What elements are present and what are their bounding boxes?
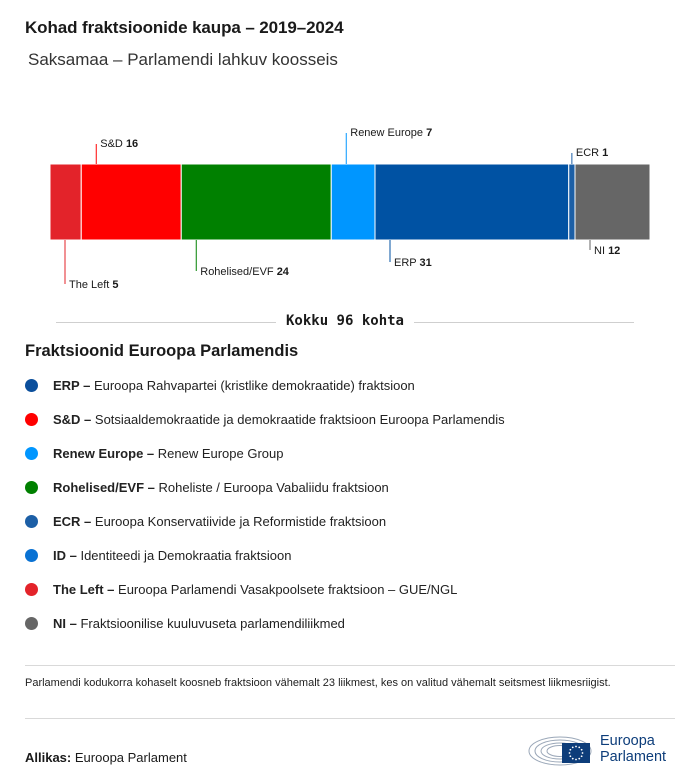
legend-abbr: NI – <box>53 615 77 631</box>
legend-dot-icon <box>25 583 38 596</box>
segment-label-the-left <box>69 279 119 291</box>
total-seats-row <box>56 313 634 333</box>
legend-item <box>25 368 505 402</box>
flag-star-icon <box>575 759 577 761</box>
legend-list <box>25 368 505 640</box>
stacked-seat-bar-chart <box>0 120 700 310</box>
legend-abbr: The Left – <box>53 581 115 597</box>
bar-segment-renew-europe <box>331 164 375 240</box>
legend-dot-icon <box>25 379 38 392</box>
legend-abbr: ECR – <box>53 513 92 529</box>
legend-item <box>25 470 505 504</box>
segment-value-s-d: 16 <box>125 138 139 150</box>
segment-label-erp <box>394 257 432 269</box>
flag-star-icon <box>575 746 577 748</box>
legend-dot-icon <box>25 413 38 426</box>
legend-title: Fraktsioonid Euroopa Parlamendis <box>25 342 299 360</box>
legend-item <box>25 504 505 538</box>
legend-abbr: Rohelised/EVF – <box>53 479 155 495</box>
flag-star-icon <box>582 752 584 754</box>
legend-description: Fraktsioonilise kuuluvuseta parlamendiliikmed <box>76 615 345 631</box>
segment-name-ni: NI <box>594 245 609 257</box>
segment-name-the-left: The Left <box>69 279 113 291</box>
bar-segment-ecr <box>569 164 575 240</box>
legend-dot-icon <box>25 447 38 460</box>
legend-item <box>25 572 505 606</box>
footnote-divider-top <box>25 665 675 666</box>
segment-name-s-d: S&D <box>100 138 126 150</box>
bar-segment-rohelised-evf <box>181 164 331 240</box>
segment-label-s-d <box>100 138 138 150</box>
segment-value-renew-europe: 7 <box>426 127 433 139</box>
legend-description: Renew Europe Group <box>154 445 284 461</box>
segment-value-erp: 31 <box>419 257 432 269</box>
segment-name-ecr: ECR <box>575 147 603 159</box>
segment-value-rohelised-evf: 24 <box>276 266 289 278</box>
segment-label-renew-europe <box>350 127 432 139</box>
flag-star-icon <box>578 758 580 760</box>
flag-star-icon <box>569 749 571 751</box>
source-value: Euroopa Parlament <box>74 750 187 765</box>
total-seats-label: Kokku 96 kohta <box>56 313 634 329</box>
legend-dot-icon <box>25 515 38 528</box>
legend-item <box>25 606 505 640</box>
segment-name-rohelised-evf: Rohelised/EVF <box>200 266 277 278</box>
legend-item <box>25 402 505 436</box>
segment-value-the-left: 5 <box>112 279 119 291</box>
segment-label-ni <box>594 245 620 257</box>
chart-title: Kohad fraktsioonide kaupa – 2019–2024 <box>25 18 344 37</box>
legend-description: Identiteedi ja Demokraatia fraktsioon <box>76 547 292 563</box>
parliament-hemicycle-icon <box>528 729 598 769</box>
legend-description: Sotsiaaldemokraatide ja demokraatide fraktsioon Euroopa Parlamendis <box>91 411 505 427</box>
logo-wordmark <box>600 733 666 765</box>
legend-abbr: S&D – <box>53 411 92 427</box>
legend-dot-icon <box>25 481 38 494</box>
legend-description: Euroopa Parlamendi Vasakpoolsete fraktsioon – GUE/NGL <box>114 581 458 597</box>
bar-segment-erp <box>375 164 569 240</box>
legend-abbr: ERP – <box>53 377 91 393</box>
logo-line-1: Euroopa <box>600 733 655 749</box>
bar-segment-the-left <box>50 164 81 240</box>
flag-star-icon <box>572 758 574 760</box>
segment-value-ni: 12 <box>608 245 621 257</box>
legend-abbr: Renew Europe – <box>53 445 155 461</box>
logo-line-2: Parlament <box>600 749 667 765</box>
segment-label-ecr <box>576 147 608 159</box>
segment-name-renew-europe: Renew Europe <box>350 127 427 139</box>
european-parliament-logo <box>528 729 678 769</box>
footnote-divider-bottom <box>25 718 675 719</box>
flag-star-icon <box>581 755 583 757</box>
flag-star-icon <box>578 746 580 748</box>
legend-item <box>25 436 505 470</box>
legend-item <box>25 538 505 572</box>
segment-name-erp: ERP <box>394 257 420 269</box>
flag-star-icon <box>581 749 583 751</box>
legend-description: Euroopa Konservatiivide ja Reformistide fraktsioon <box>91 513 387 529</box>
flag-star-icon <box>569 752 571 754</box>
segment-label-rohelised-evf <box>200 266 290 278</box>
source-credit <box>25 750 187 765</box>
segment-value-ecr: 1 <box>602 147 609 159</box>
legend-dot-icon <box>25 549 38 562</box>
legend-abbr: ID – <box>53 547 77 563</box>
legend-dot-icon <box>25 617 38 630</box>
flag-star-icon <box>572 746 574 748</box>
bar-segment-s-d <box>81 164 181 240</box>
chart-subtitle: Saksamaa – Parlamendi lahkuv koosseis <box>28 50 338 69</box>
legend-description: Euroopa Rahvapartei (kristlike demokraatide) fraktsioon <box>90 377 415 393</box>
footnote-text: Parlamendi kodukorra kohaselt koosneb fraktsioon vähemalt 23 liikmest, kes on valitud vähemalt seitsmest liikmesriigist. <box>25 677 611 689</box>
bar-segment-ni <box>575 164 650 240</box>
flag-star-icon <box>569 755 571 757</box>
legend-description: Roheliste / Euroopa Vabaliidu fraktsioon <box>154 479 389 495</box>
source-label: Allikas: <box>25 750 72 765</box>
